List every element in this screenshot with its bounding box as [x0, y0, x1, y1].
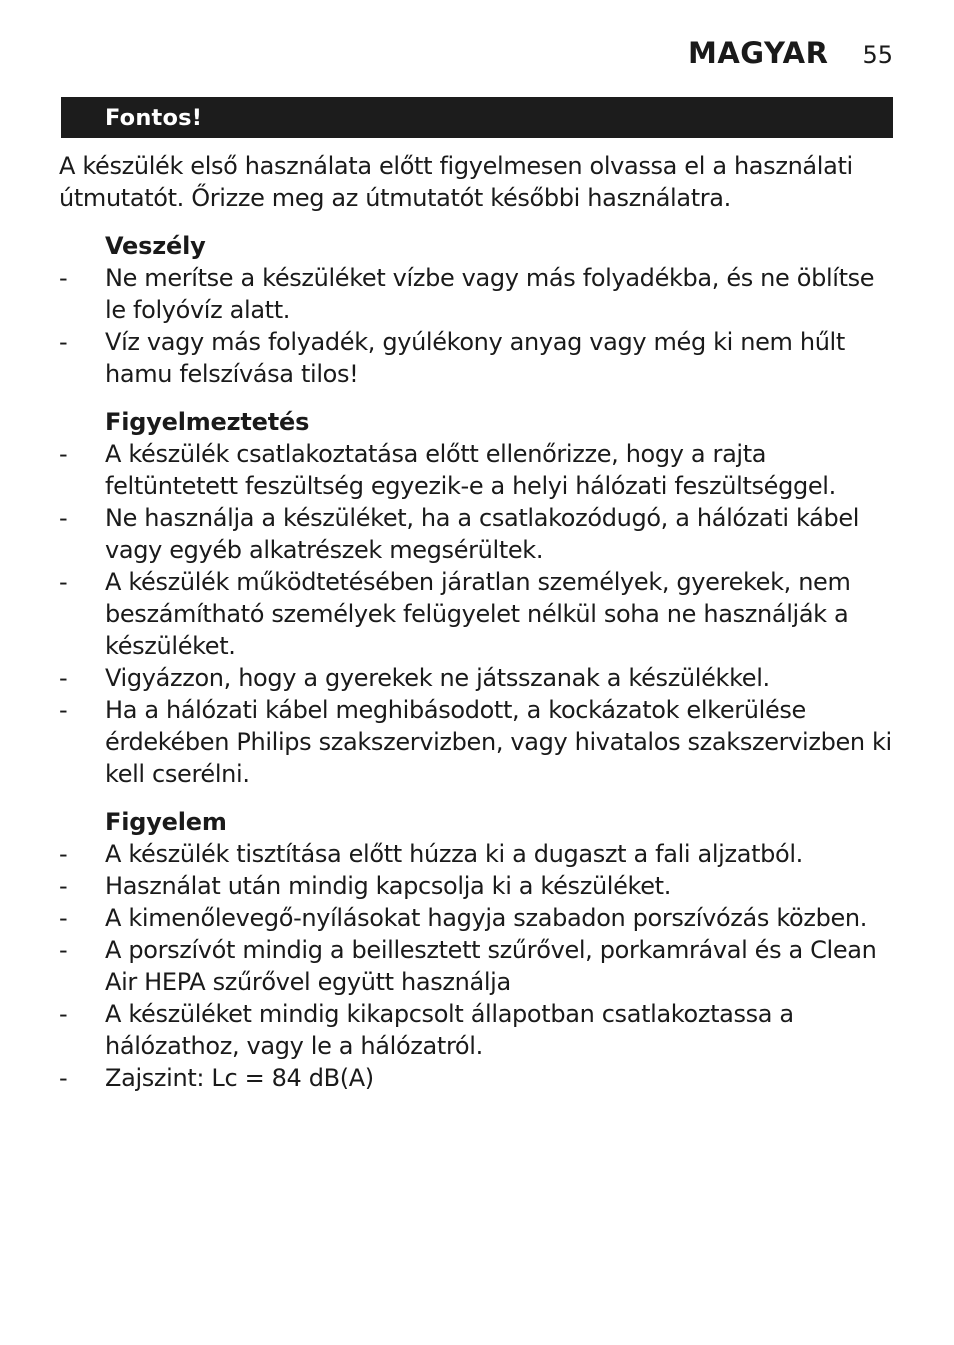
dash-bullet: - [59, 328, 68, 356]
list-item: - A készülék működtetésében járatlan személyek, gyerekek, nem beszámítható személyek felügyelet nélkül soha ne használják a készüléket. [59, 568, 851, 660]
intro-paragraph: A készülék első használata előtt figyelmesen olvassa el a használati útmutatót. Őrizze meg az útmutatót későbbi használatra. [59, 152, 853, 212]
list-item: - Ne merítse a készüléket vízbe vagy más folyadékba, és ne öblítse le folyóvíz alatt. [59, 264, 875, 324]
section-title: Veszély [105, 232, 206, 260]
dash-bullet: - [59, 696, 68, 724]
list-item: - A kimenőlevegő-nyílásokat hagyja szabadon porszívózás közben. [59, 904, 868, 932]
list-item: - A készülék csatlakoztatása előtt ellenőrizze, hogy a rajta feltüntetett feszültség egyezik-e a helyi hálózati feszültséggel. [59, 440, 836, 500]
bullet-list [59, 262, 899, 390]
dash-bullet: - [59, 664, 68, 692]
section-banner [61, 97, 893, 138]
banner-title: Fontos! [105, 105, 203, 131]
list-item: - Vigyázzon, hogy a gyerekek ne játsszanak a készülékkel. [59, 664, 770, 692]
list-item: - A porszívót mindig a beillesztett szűrővel, porkamrával és a Clean Air HEPA szűrővel együtt használja [59, 936, 877, 996]
page-number: 55 [862, 41, 893, 69]
section-danger [59, 230, 899, 390]
dash-bullet: - [59, 504, 68, 532]
dash-bullet: - [59, 840, 68, 868]
document-body [59, 150, 899, 1094]
dash-bullet: - [59, 872, 68, 900]
dash-bullet: - [59, 264, 68, 292]
section-title: Figyelmeztetés [105, 408, 310, 436]
dash-bullet: - [59, 1000, 68, 1028]
list-item: - Ha a hálózati kábel meghibásodott, a kockázatok elkerülése érdekében Philips szakszervizben, vagy hivatalos szakszervizben ki kell cserélni. [59, 696, 892, 788]
section-warning [59, 406, 899, 790]
section-caution [59, 806, 899, 1094]
dash-bullet: - [59, 1064, 68, 1092]
list-item: - Zajszint: Lc = 84 dB(A) [59, 1064, 374, 1092]
dash-bullet: - [59, 440, 68, 468]
bullet-list [59, 838, 899, 1094]
page-header [688, 36, 893, 70]
dash-bullet: - [59, 904, 68, 932]
list-item: - A készüléket mindig kikapcsolt állapotban csatlakoztassa a hálózathoz, vagy le a hálózatról. [59, 1000, 794, 1060]
list-item: - A készülék tisztítása előtt húzza ki a dugaszt a fali aljzatból. [59, 840, 803, 868]
dash-bullet: - [59, 568, 68, 596]
list-item: - Használat után mindig kapcsolja ki a készüléket. [59, 872, 671, 900]
language-label: MAGYAR [687, 36, 829, 70]
list-item: - Ne használja a készüléket, ha a csatlakozódugó, a hálózati kábel vagy egyéb alkatrészek megsérültek. [59, 504, 860, 564]
dash-bullet: - [59, 936, 68, 964]
section-title: Figyelem [105, 808, 227, 836]
list-item: - Víz vagy más folyadék, gyúlékony anyag vagy még ki nem hűlt hamu felszívása tilos! [59, 328, 845, 388]
bullet-list [59, 438, 899, 790]
